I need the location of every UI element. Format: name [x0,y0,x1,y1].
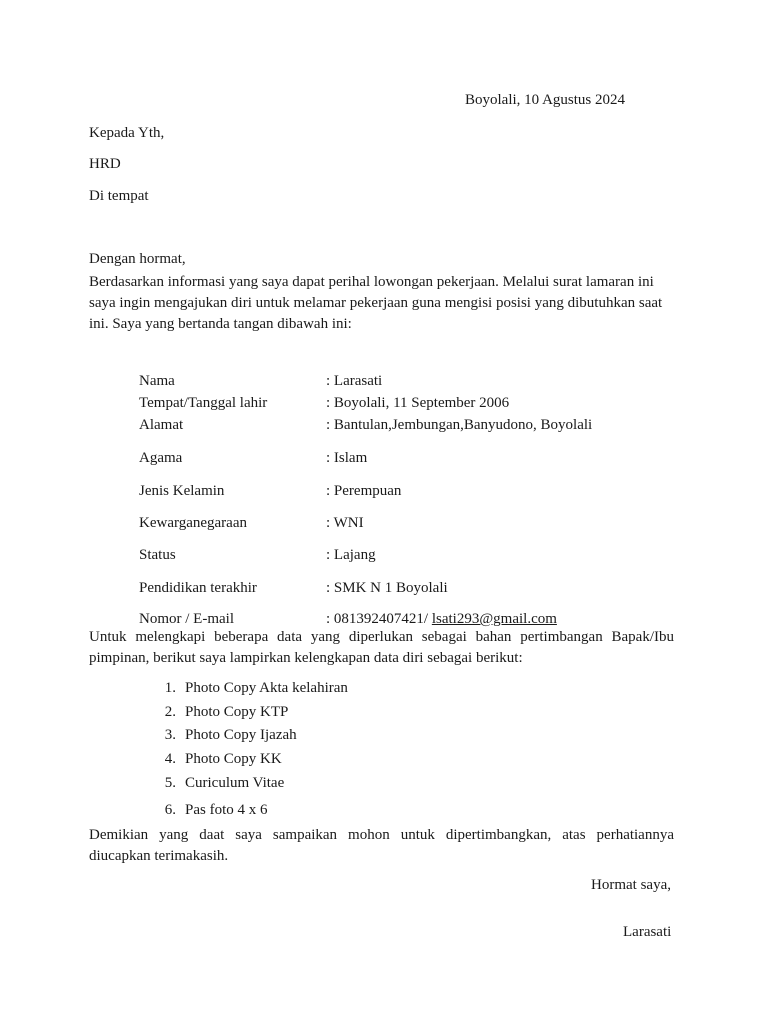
list-item-number: 6. [164,802,176,818]
identity-value-kewarganegaraan: : WNI [326,515,364,531]
signer-name: Larasati [623,924,672,940]
recipient-line-2: HRD [89,156,121,172]
identity-label-alamat: Alamat [139,417,184,433]
identity-value-agama: : Islam [326,450,368,466]
sign-off: Hormat saya, [591,877,671,893]
recipient-line-1: Kepada Yth, [89,125,165,141]
closing-paragraph [89,825,674,867]
list-item: Photo Copy KTP [185,704,289,720]
attachment-intro-line: Untuk melengkapi beberapa data yang diperlukan sebagai bahan pertimbangan Bapak/Ibu [89,629,674,645]
identity-value-ttl: : Boyolali, 11 September 2006 [326,395,510,411]
list-item: Photo Copy Ijazah [185,727,297,743]
identity-value-nama: : Larasati [326,373,383,389]
list-item: Photo Copy KK [185,751,282,767]
list-item-number: 1. [164,680,176,696]
list-item-number: 5. [164,775,176,791]
identity-label-status: Status [139,547,176,563]
identity-label-ttl: Tempat/Tanggal lahir [139,395,268,411]
attachment-intro-paragraph [89,627,674,669]
identity-value-kontak [326,610,557,628]
opening-line: ini. Saya yang bertanda tangan dibawah ini: [89,316,352,332]
list-item: Photo Copy Akta kelahiran [185,680,348,696]
list-item-number: 2. [164,704,176,720]
closing-line: Demikian yang daat saya sampaikan mohon untuk dipertimbangkan, atas perhatiannya [89,827,674,843]
salutation: Dengan hormat, [89,251,186,267]
identity-value-jenis-kelamin: : Perempuan [326,483,402,499]
letter-date: Boyolali, 10 Agustus 2024 [465,92,626,108]
identity-label-nama: Nama [139,373,175,389]
identity-label-agama: Agama [139,450,183,466]
attachment-intro-line: pimpinan, berikut saya lampirkan kelengkapan data diri sebagai berikut: [89,650,523,666]
identity-label-kewarganegaraan: Kewarganegaraan [139,515,247,531]
phone-number: : 081392407421/ [326,611,432,627]
list-item-number: 4. [164,751,176,767]
identity-label-kontak: Nomor / E-mail [139,611,234,627]
recipient-line-3: Di tempat [89,188,149,204]
identity-label-pendidikan: Pendidikan terakhir [139,580,257,596]
list-item-number: 3. [164,727,176,743]
opening-line: saya ingin mengajukan diri untuk melamar pekerjaan guna mengisi posisi yang dibutuhkan saat [89,295,663,311]
identity-label-jenis-kelamin: Jenis Kelamin [139,483,225,499]
email-link[interactable]: lsati293@gmail.com [431,611,557,627]
opening-line: Berdasarkan informasi yang saya dapat perihal lowongan pekerjaan. Melalui surat lamaran ini [89,274,654,290]
closing-line: diucapkan terimakasih. [89,848,229,864]
identity-value-alamat: : Bantulan,Jembungan,Banyudono, Boyolali [326,417,593,433]
opening-paragraph [89,272,674,335]
list-item: Curiculum Vitae [185,775,285,791]
identity-value-status: : Lajang [326,547,376,563]
list-item: Pas foto 4 x 6 [185,802,268,818]
identity-value-pendidikan: : SMK N 1 Boyolali [326,580,448,596]
